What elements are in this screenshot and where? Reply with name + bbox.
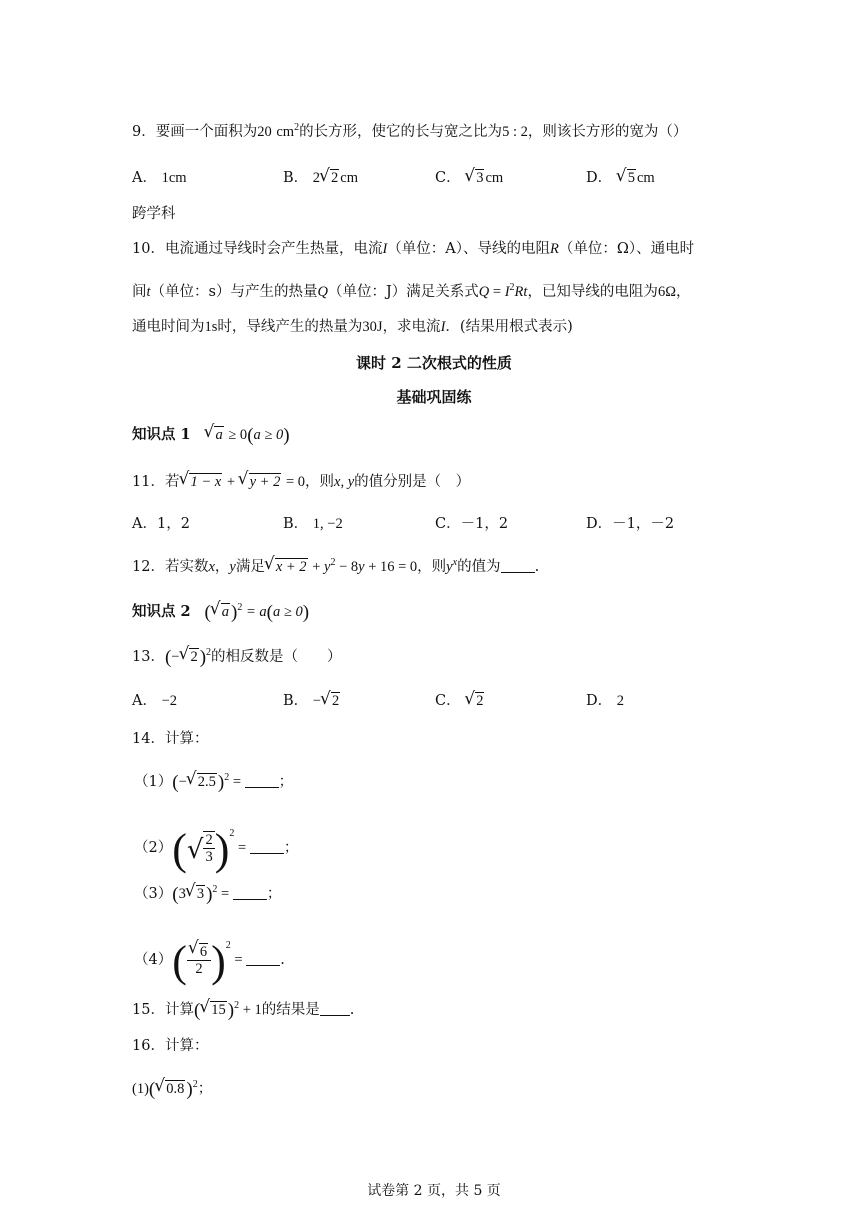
radical-sign [179,647,198,667]
question-text: 的结果是 [261,1002,320,1018]
end-punct: . [349,1002,355,1018]
radicand: a [215,427,223,443]
operator: − 8 [335,559,359,575]
q13-option-d[interactable] [586,689,624,710]
exponent: 2 [225,940,231,951]
radical-sign [189,943,208,960]
equals: = [234,840,250,856]
question-text: 15．计算 [132,1002,194,1018]
radicand: x + 2 [275,559,307,575]
option-label: B． [283,516,309,532]
denominator: 2 [195,961,203,977]
section-title: 课时 2 二次根式的性质 [356,354,512,372]
equals: = [229,774,245,790]
option-label: D． [586,170,613,186]
option-label: A． [132,693,157,709]
var-q: Q [317,284,328,300]
end-punct: ； [283,840,299,856]
q9-option-c[interactable] [435,166,503,187]
radicand: 2.5 [197,774,216,790]
radicand: 0.8 [166,1081,185,1097]
question-16-part-1 [132,1075,212,1100]
answer-blank[interactable] [320,1001,350,1016]
paren-open: ( [172,884,179,905]
radical-sign [211,602,230,622]
question-text: 通电时间为 [132,319,205,335]
option-label: A． [132,516,157,532]
answer-blank[interactable] [501,558,535,573]
part-label: （1） [134,774,173,790]
question-text: （单位：s）与产生的热量 [150,284,318,300]
page-footer: 试卷第 2 页，共 5 页 [367,1183,501,1199]
question-text: 12．若实数 [132,559,209,575]
question-number: 9． [132,124,156,140]
question-16-title: 16．计算： [132,1038,209,1054]
formula-i: I [504,284,510,300]
radicand: 2 [331,170,339,186]
question-text: 11．若 [132,474,180,490]
exponent: 2 [206,647,212,658]
option-value: 1，2 [156,516,190,532]
var-y: y [324,559,331,575]
answer-blank[interactable] [250,839,284,854]
question-text: 10．电流通过导线时会产生热量，电流 [132,241,383,257]
var-y: y [358,559,365,575]
denominator: 3 [205,849,213,865]
question-text: 满足 [235,559,265,575]
variables: x, y [334,474,355,490]
radicand: 15 [211,1002,226,1018]
question-text: 间 [132,284,147,300]
question-12 [132,553,539,577]
paren-open: ( [172,772,179,793]
q9-option-b[interactable] [283,166,358,187]
option-label: D． [586,516,613,532]
q11-option-c[interactable] [435,512,508,533]
paren-open: ( [204,602,211,623]
question-text: ， [675,284,691,300]
radical-sign: √ [186,835,204,865]
option-value: 1, −2 [312,516,343,532]
end-punct: ； [266,886,282,902]
time-value: 1s [204,319,218,335]
option-label: C． [435,516,461,532]
question-14-title: 14．计算： [132,731,209,747]
var-i: I [440,319,446,335]
exponent: 2 [234,1000,240,1011]
question-text: ，求电流 [382,319,441,335]
equals: = [230,952,247,968]
q9-option-a[interactable] [132,166,187,187]
ratio: 5 : 2 [502,124,528,140]
knowledge-point-1 [132,425,290,446]
area-value: 20 [257,124,272,140]
question-text: 的相反数是（ ） [211,649,342,665]
exponent-x: x [452,557,458,568]
negative-sign: − [178,774,187,790]
end-punct: . [280,952,285,968]
question-text: 的值分别是（ ） [354,474,471,490]
q11-option-a[interactable] [132,512,190,533]
fraction [203,831,214,865]
radical-sign [179,472,222,492]
condition: a ≥ 0 [273,604,303,620]
answer-blank[interactable] [233,885,267,900]
radicand: 3 [476,170,484,186]
question-14-part-4 [134,924,285,986]
part-label: (1) [132,1081,149,1097]
knowledge-point-label: 知识点 1 [132,426,191,443]
option-label: C． [435,170,461,186]
question-14-part-3 [134,880,281,905]
operator: + 1 [239,1002,262,1018]
question-10-line-2 [132,278,690,302]
coefficient: 3 [178,886,186,902]
q11-option-b[interactable] [283,512,343,533]
question-text: （单位：A）、导线的电阻 [387,241,551,257]
radical-sign [617,169,636,186]
radical-sign [204,425,223,445]
condition: a ≥ 0 [253,427,284,443]
part-label: （2） [134,840,173,856]
paren-open: ( [164,647,172,668]
question-text: （单位：J）满足关系式 [327,284,479,300]
answer-blank[interactable] [245,773,279,788]
option-unit: cm [637,170,655,186]
question-text: 的值为 [457,559,501,575]
exponent: 2 [237,602,243,613]
radical-sign [200,1000,227,1020]
question-11 [132,472,470,492]
formula-exponent: 2 [509,282,515,293]
answer-blank[interactable] [246,951,280,966]
numerator [187,943,211,961]
equation-rhs: = 0 [282,474,306,490]
knowledge-point-label: 知识点 2 [132,603,191,620]
option-value: －1，－2 [612,516,675,532]
paren-close: ) [283,425,290,446]
option-value: 1cm [161,170,187,186]
exponent: 2 [192,1079,198,1090]
question-15 [132,996,354,1021]
paren-close: ) [302,602,310,623]
heat-value: 30J [362,319,383,335]
var-i: I [382,241,388,257]
option-unit: cm [340,170,358,186]
radicand: 2 [476,693,484,709]
exponent: 2 [212,884,218,895]
question-text: ．(结果用根式表示) [445,319,573,335]
radicand: a [221,604,230,620]
radicand: y + 2 [249,474,281,490]
radical-sign [465,692,484,709]
radical-sign [320,169,339,186]
question-text: （单位：Ω）、通电时 [558,241,695,257]
paren-close: ) [186,1079,193,1100]
var-t: t [146,284,151,300]
knowledge-point-2 [132,598,309,623]
radical-sign [186,884,205,904]
radicand: 1 − x [190,474,222,490]
var-r: R [550,241,559,257]
option-unit: cm [485,170,504,186]
formula-rt: Rt [514,284,528,300]
question-10-line-1 [132,239,694,259]
option-value: −2 [161,693,178,709]
radicand: 5 [627,170,635,186]
option-value: 2 [616,693,624,709]
numerator: 2 [205,832,213,848]
resistance-value: 6Ω [657,284,676,300]
question-14-part-1 [134,768,293,793]
option-value: －1，2 [460,516,509,532]
negative-sign: − [312,693,321,709]
paren-open: ( [193,1000,201,1021]
question-text: ，已知导线的电阻为 [527,284,658,300]
part-label: （4） [134,952,173,968]
inequality: ≥ 0 [224,427,248,443]
radical-sign [321,692,340,709]
exponent: 2 [229,828,235,839]
radicand: 2 [190,649,198,665]
var-x: x [208,559,215,575]
paren-open: ( [266,602,273,623]
formula-q: Q [478,284,490,300]
q13-option-a[interactable] [132,689,177,710]
section-subtitle: 基础巩固练 [396,388,472,406]
option-label: D． [586,693,613,709]
paren-open: ( [172,937,187,986]
end-punct: ； [197,1081,213,1097]
question-9 [132,118,687,142]
radicand: 3 [196,886,205,902]
paren-close: ) [211,937,226,986]
unit-exponent: 2 [294,122,300,133]
question-text: ，则该长方形的宽为（） [527,124,688,140]
exponent: 2 [224,772,230,783]
paren-open: ( [172,825,187,874]
fraction [187,943,211,977]
option-coefficient: 2 [312,170,321,186]
paren-close: ) [206,884,213,905]
part-label: （3） [134,886,173,902]
exponent: 2 [330,557,336,568]
paren-close: ) [214,825,230,874]
equals: = [217,886,233,902]
question-text: ，则 [417,559,447,575]
radicand: 6 [199,944,208,960]
paren-close: ) [199,647,207,668]
question-10-line-3 [132,317,573,337]
question-14-part-2 [134,812,299,874]
question-text: 要画一个面积为 [155,124,258,140]
separator: ， [214,559,230,575]
paren-open: ( [247,425,254,446]
radicand: 2 [331,693,340,709]
paren-open: ( [148,1079,156,1100]
radical-sign [187,772,217,792]
operator: + [308,559,324,575]
option-label: A． [132,170,157,186]
radical-sign [239,472,282,492]
question-13 [132,643,342,668]
operator: + [223,474,239,490]
var-y: y [229,559,236,575]
cross-subject-label: 跨学科 [132,206,176,222]
equation-rhs: = a [242,604,267,620]
option-label: B． [283,170,309,186]
q9-option-d[interactable] [586,166,655,187]
question-number: 13． [132,649,165,665]
equation-rhs: + 16 = 0 [364,559,418,575]
end-punct: . [534,559,540,575]
unit: cm [276,124,295,140]
radical-sign [155,1079,185,1099]
paren-close: ) [217,772,225,793]
formula-eq: = [489,284,505,300]
var-y: y [446,559,453,575]
option-label: B． [283,693,309,709]
q11-option-d[interactable] [586,512,674,533]
q13-option-c[interactable] [435,689,485,710]
paren-close: ) [231,602,238,623]
negative-sign: − [171,649,180,665]
question-text: 的长方形，使它的长与宽之比为 [299,124,503,140]
paren-close: ) [227,1000,235,1021]
radical-sign [465,169,484,186]
option-label: C． [435,693,461,709]
radical-sign [265,557,308,577]
q13-option-b[interactable] [283,689,341,710]
question-text: ，则 [305,474,335,490]
end-punct: ； [278,774,294,790]
question-text: 时，导线产生的热量为 [217,319,363,335]
